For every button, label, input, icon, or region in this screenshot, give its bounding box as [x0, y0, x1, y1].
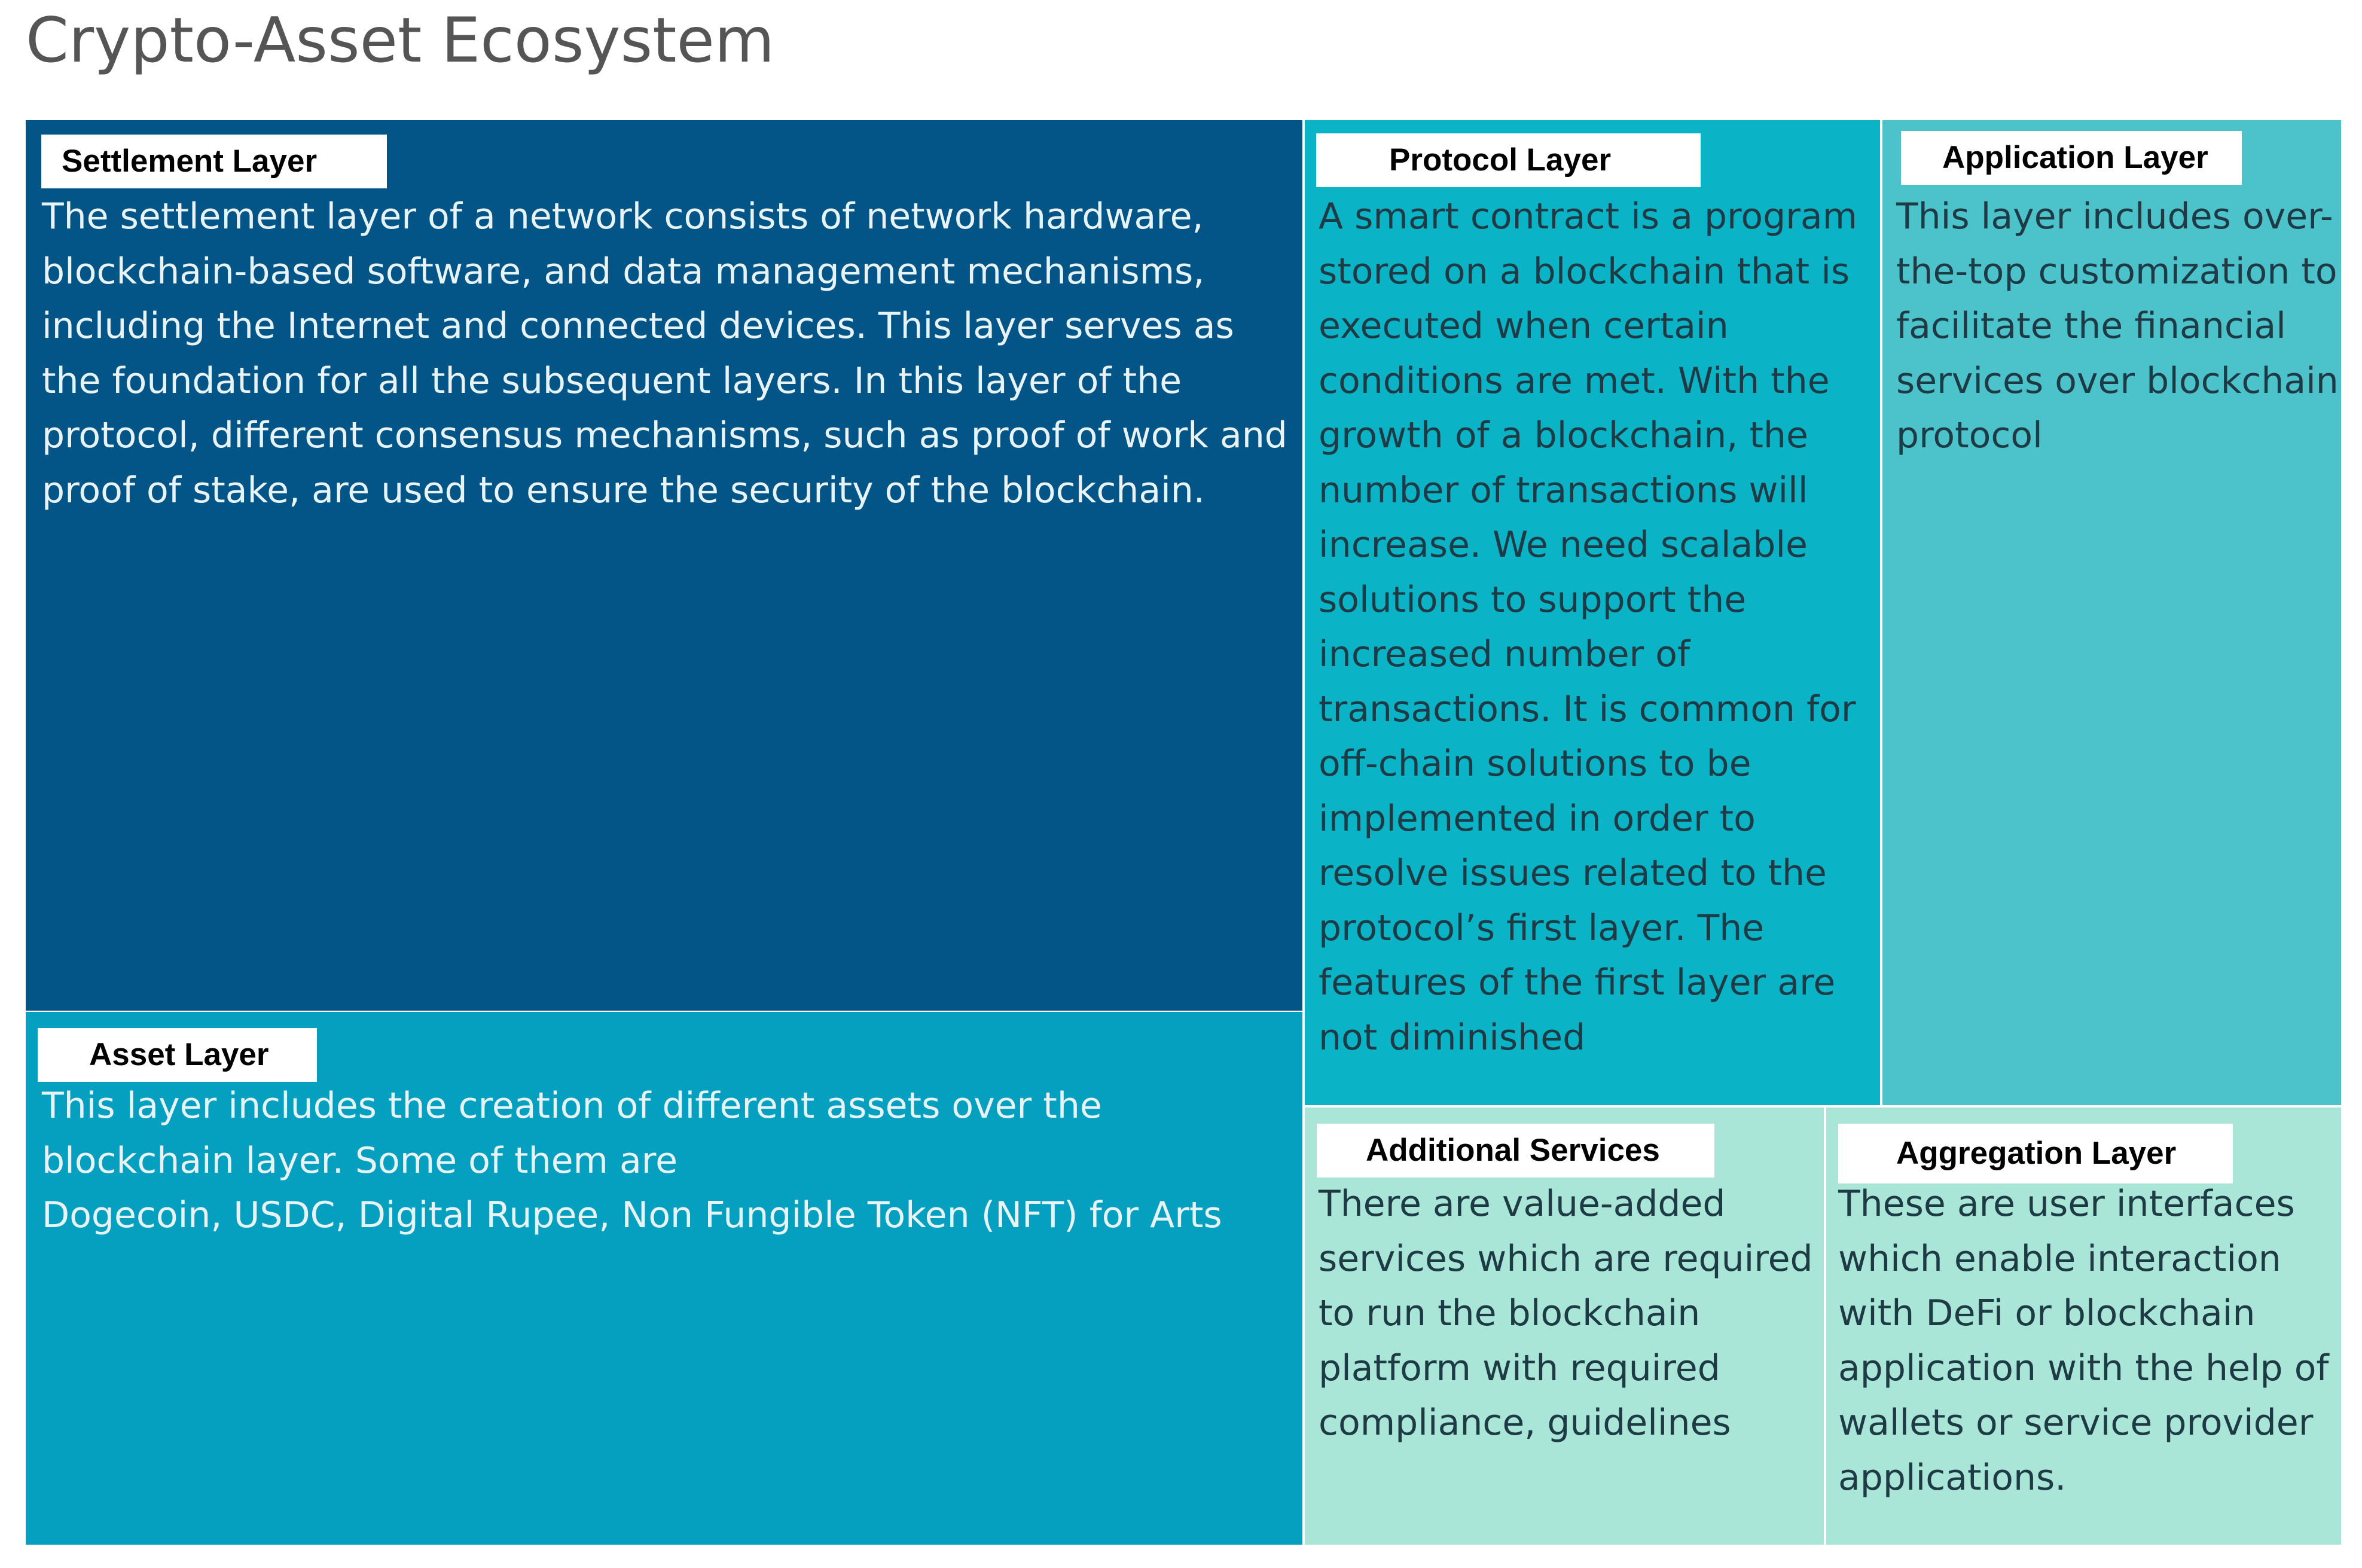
ecosystem-treemap — [26, 120, 2341, 1545]
application-layer-block — [1882, 120, 2341, 1105]
protocol-layer-block — [1305, 120, 1880, 1105]
page-title: Crypto-Asset Ecosystem — [26, 5, 775, 77]
settlement-layer-description: The settlement layer of a network consists of network hardware, blockchain-based software, and data management mechanisms, including the Internet and connected devices. This layer serves as the foundation for all the subsequent layers. In this layer of the protocol, different consensus mechanisms, such as proof of work and proof of stake, are used to ensure the security of the blockchain. — [42, 196, 1287, 511]
aggregation-layer-label: Aggregation Layer — [1838, 1124, 2233, 1183]
additional-services-label: Additional Services — [1317, 1124, 1714, 1177]
additional-services-block — [1305, 1108, 1824, 1545]
protocol-layer-label: Protocol Layer — [1316, 133, 1701, 187]
additional-services-description: There are value-added services which are required to run the blockchain platform with required compliance, guidelines — [1319, 1183, 1813, 1444]
settlement-layer-block — [26, 120, 1302, 1011]
protocol-layer-description: A smart contract is a program stored on a blockchain that is executed when certain conditions are met. With the growth of a blockchain, the number of transactions will increase. We need scalable solutions to support the increased number of transactions. It is common for off-chain solutions to be implemented in order to resolve issues related to the protocol’s first layer. The features of the first layer are not diminished — [1319, 196, 1858, 1058]
asset-layer-examples: Dogecoin, USDC, Digital Rupee, Non Fungible Token (NFT) for Arts — [42, 1194, 1222, 1236]
asset-layer-label: Asset Layer — [38, 1028, 317, 1082]
application-layer-description: This layer includes over-the-top customization to facilitate the financial services over blockchain protocol — [1896, 196, 2339, 456]
aggregation-layer-block — [1826, 1108, 2341, 1545]
aggregation-layer-description: These are user interfaces which enable interaction with DeFi or blockchain application with the help of wallets or service provider applications. — [1838, 1183, 2329, 1499]
settlement-layer-label: Settlement Layer — [41, 135, 387, 188]
asset-layer-description-wrapper — [42, 1079, 1298, 1243]
asset-layer-block — [26, 1012, 1302, 1545]
asset-layer-description: This layer includes the creation of different assets over the blockchain layer. Some of them are — [42, 1085, 1102, 1182]
application-layer-label: Application Layer — [1901, 131, 2242, 185]
